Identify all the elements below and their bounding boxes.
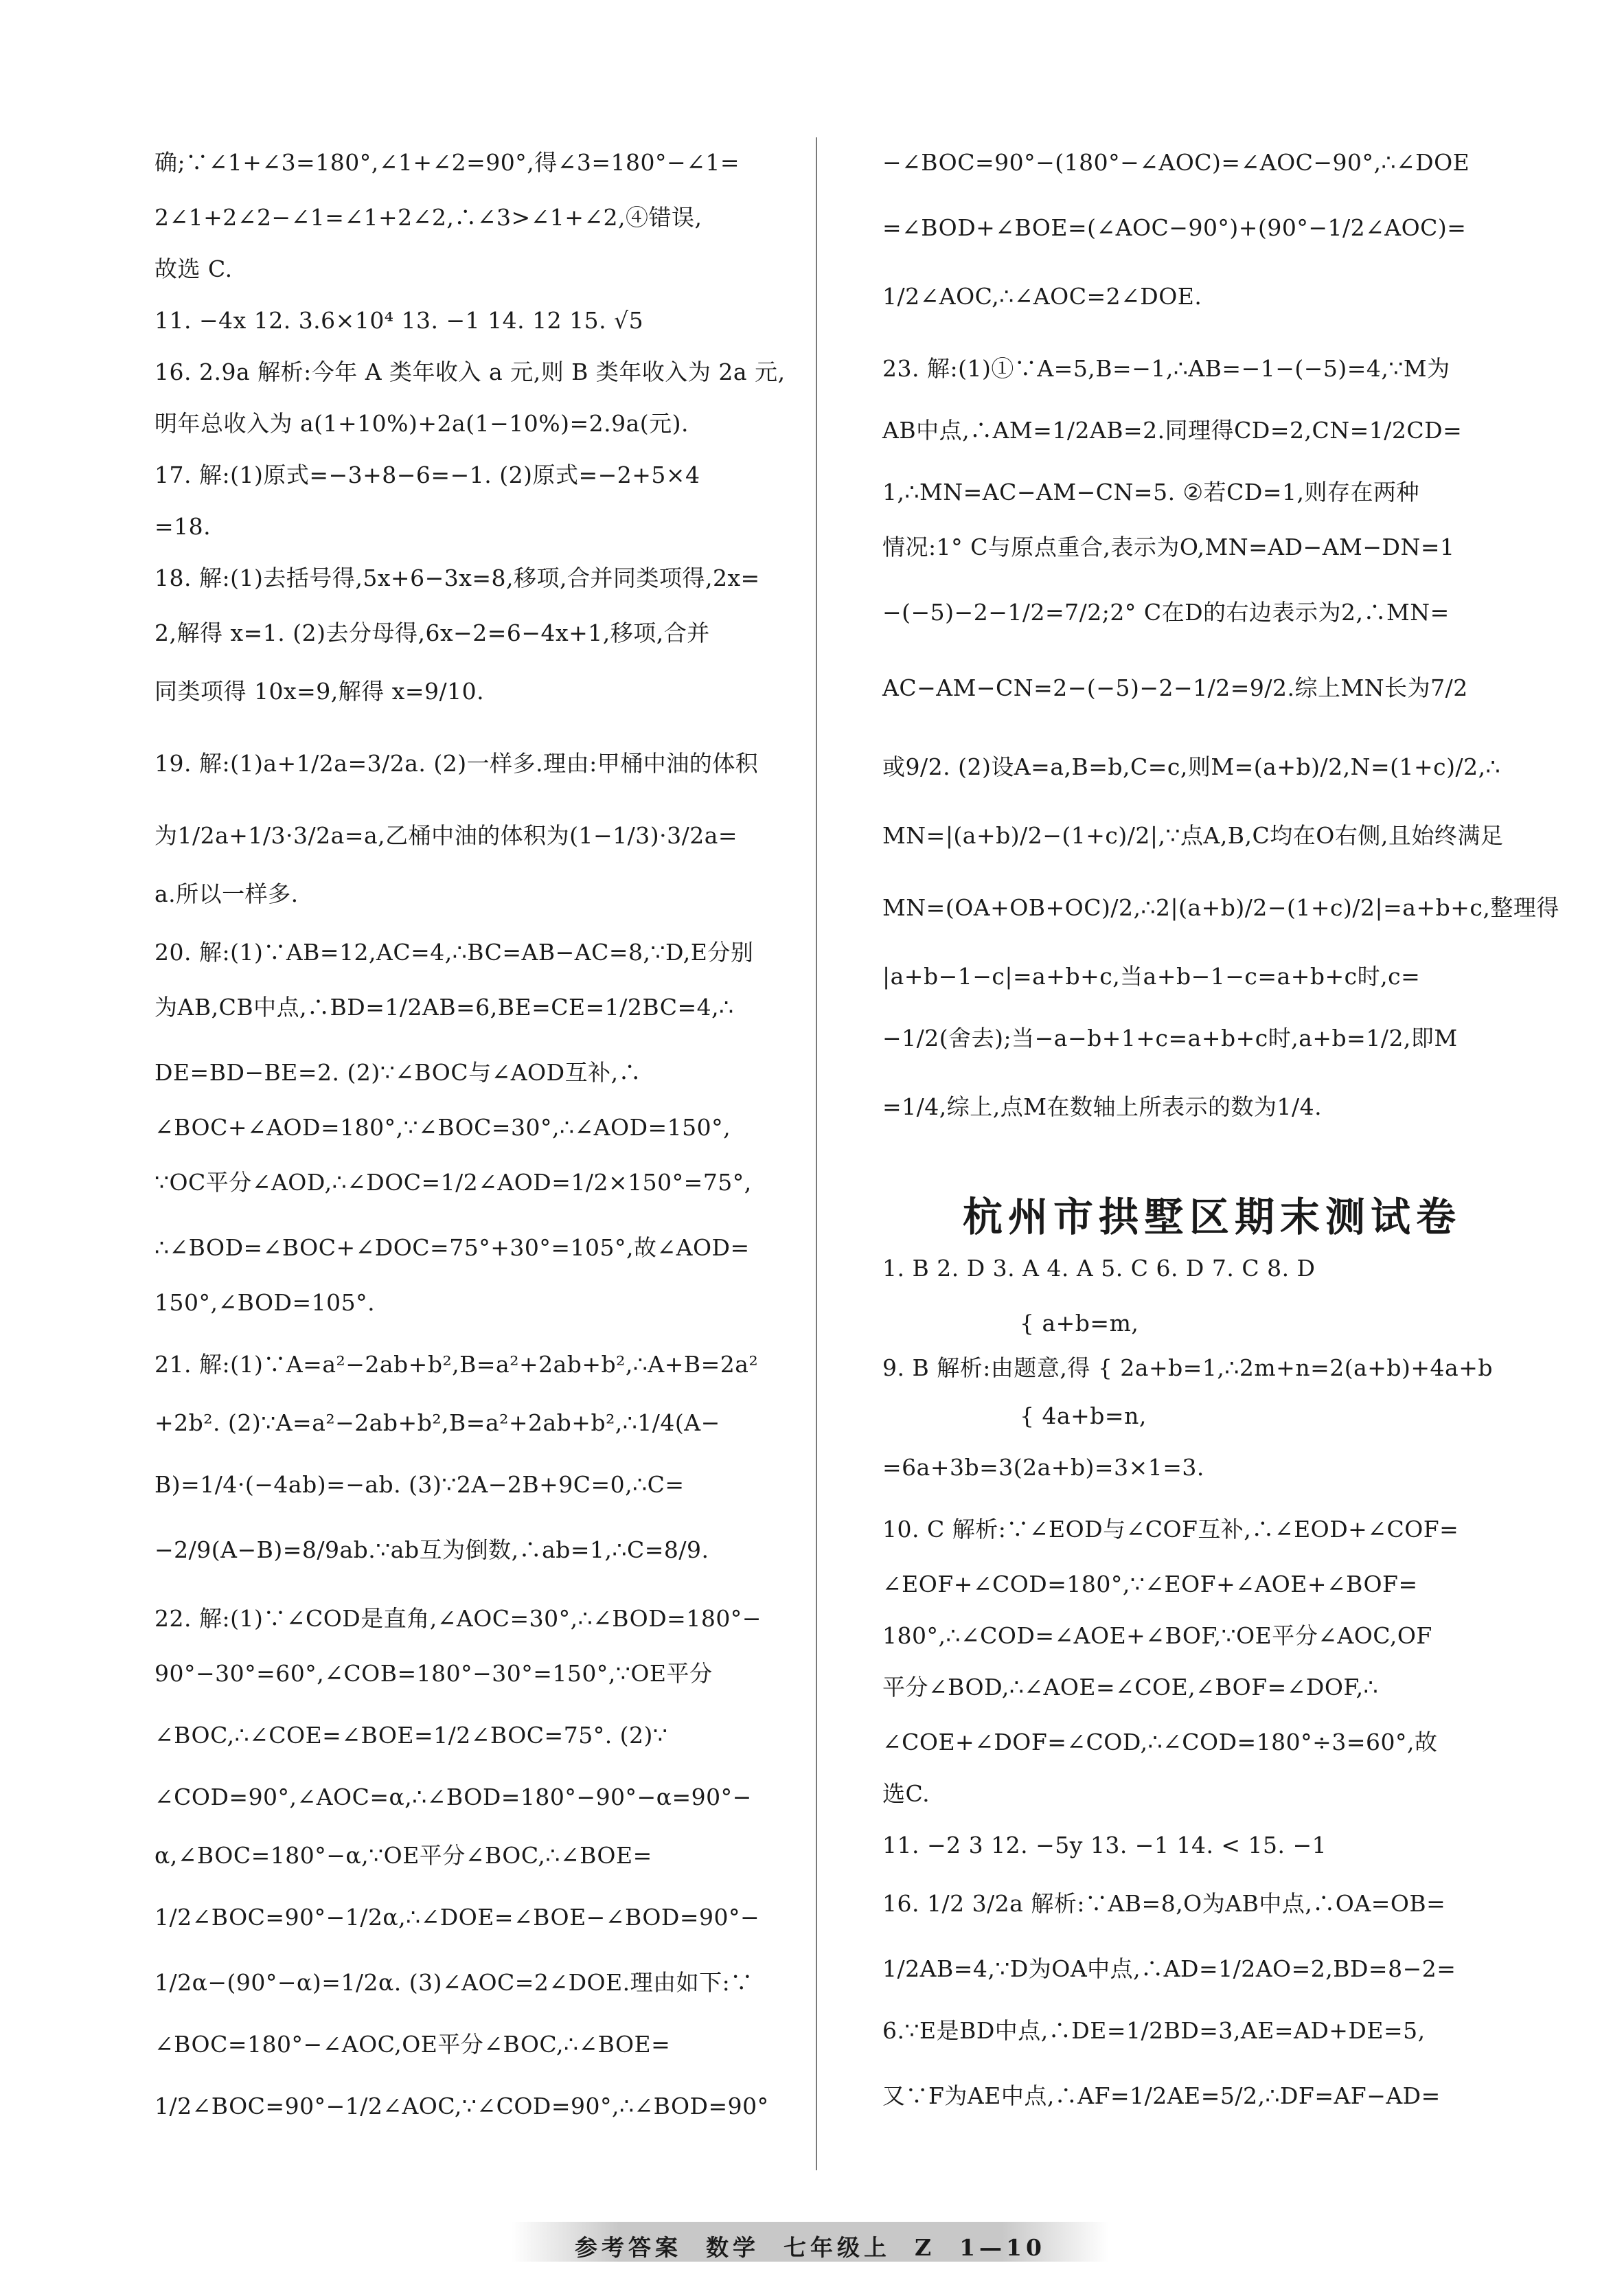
text-line: 为1/2a+1/3·3/2a=a,乙桶中油的体积为(1−1/3)·3/2a= <box>155 822 738 849</box>
footer-label: 参考答案 <box>575 2234 683 2261</box>
text-line: −(−5)−2−1/2=7/2;2° C在D的右边表示为2,∴MN= <box>882 599 1450 626</box>
text-line: −1/2(舍去);当−a−b+1+c=a+b+c时,a+b=1/2,即M <box>882 1025 1458 1051</box>
text-line: ∠BOC,∴∠COE=∠BOE=1/2∠BOC=75°. (2)∵ <box>155 1722 668 1749</box>
text-line: α,∠BOC=180°−α,∵OE平分∠BOC,∴∠BOE= <box>155 1842 652 1869</box>
text-line: 21. 解:(1)∵A=a²−2ab+b²,B=a²+2ab+b²,∴A+B=2a² <box>155 1351 759 1378</box>
answer-line: ∠EOF+∠COD=180°,∵∠EOF+∠AOE+∠BOF= <box>882 1571 1418 1598</box>
footer-text <box>512 2230 1109 2262</box>
text-line: 16. 2.9a 解析:今年 A 类年收入 a 元,则 B 类年收入为 2a 元, <box>155 359 786 385</box>
text-line: ∠BOC=180°−∠AOC,OE平分∠BOC,∴∠BOE= <box>155 2031 671 2058</box>
text-line: DE=BD−BE=2. (2)∵∠BOC与∠AOD互补,∴ <box>155 1059 642 1086</box>
text-line: ∠COD=90°,∠AOC=α,∴∠BOD=180°−90°−α=90°− <box>155 1784 752 1810</box>
column-divider <box>816 137 817 2170</box>
text-line: +2b². (2)∵A=a²−2ab+b²,B=a²+2ab+b²,∴1/4(A− <box>155 1409 720 1436</box>
text-line: 19. 解:(1)a+1/2a=3/2a. (2)一样多.理由:甲桶中油的体积 <box>155 750 759 777</box>
text-line: ∠BOC+∠AOD=180°,∵∠BOC=30°,∴∠AOD=150°, <box>155 1114 731 1141</box>
text-line: 或9/2. (2)设A=a,B=b,C=c,则M=(a+b)/2,N=(1+c)/2,∴ <box>882 753 1501 780</box>
text-line: =18. <box>155 513 211 540</box>
text-line: =∠BOD+∠BOE=(∠AOC−90°)+(90°−1/2∠AOC)= <box>882 214 1467 241</box>
answer-line: 又∵F为AE中点,∴AF=1/2AE=5/2,∴DF=AF−AD= <box>882 2082 1441 2109</box>
text-line: |a+b−1−c|=a+b+c,当a+b−1−c=a+b+c时,c= <box>882 963 1421 990</box>
answer-line: 180°,∴∠COD=∠AOE+∠BOF,∵OE平分∠AOC,OF <box>882 1622 1432 1649</box>
text-line: ∵OC平分∠AOD,∴∠DOC=1/2∠AOD=1/2×150°=75°, <box>155 1169 752 1196</box>
text-line: AC−AM−CN=2−(−5)−2−1/2=9/2.综上MN长为7/2 <box>882 674 1468 701</box>
answer-line: ∠COE+∠DOF=∠COD,∴∠COD=180°÷3=60°,故 <box>882 1729 1438 1755</box>
answer-line: 10. C 解析:∵∠EOD与∠COF互补,∴∠EOD+∠COF= <box>882 1516 1459 1543</box>
text-line: 故选 C. <box>155 255 233 282</box>
text-line: ∴∠BOD=∠BOC+∠DOC=75°+30°=105°,故∠AOD= <box>155 1234 750 1261</box>
text-line: a.所以一样多. <box>155 880 299 907</box>
text-line: 确;∵∠1+∠3=180°,∠1+∠2=90°,得∠3=180°−∠1= <box>155 149 740 176</box>
text-line: MN=(OA+OB+OC)/2,∴2|(a+b)/2−(1+c)/2|=a+b+c,整理得 <box>882 894 1559 921</box>
text-line: 1/2∠AOC,∴∠AOC=2∠DOE. <box>882 283 1202 310</box>
text-line: 为AB,CB中点,∴BD=1/2AB=6,BE=CE=1/2BC=4,∴ <box>155 994 734 1021</box>
answer-line: 选C. <box>882 1780 930 1807</box>
footer-grade: 七年级上 <box>784 2234 891 2261</box>
text-line: −2/9(A−B)=8/9ab.∵ab互为倒数,∴ab=1,∴C=8/9. <box>155 1536 709 1563</box>
footer-edition: Z <box>914 2234 936 2261</box>
answer-line: =6a+3b=3(2a+b)=3×1=3. <box>882 1454 1204 1481</box>
text-line: 17. 解:(1)原式=−3+8−6=−1. (2)原式=−2+5×4 <box>155 462 700 488</box>
text-line: AB中点,∴AM=1/2AB=2.同理得CD=2,CN=1/2CD= <box>882 417 1463 444</box>
text-line: 90°−30°=60°,∠COB=180°−30°=150°,∵OE平分 <box>155 1660 713 1687</box>
text-line: 22. 解:(1)∵∠COD是直角,∠AOC=30°,∴∠BOD=180°− <box>155 1605 762 1632</box>
footer-subject: 数学 <box>706 2234 760 2261</box>
page-number: 1—10 <box>959 2234 1046 2261</box>
text-line: 1/2∠BOC=90°−1/2α,∴∠DOE=∠BOE−∠BOD=90°− <box>155 1904 760 1931</box>
answer-line: 平分∠BOD,∴∠AOE=∠COE,∠BOF=∠DOF,∴ <box>882 1674 1379 1701</box>
answer-line: { a+b=m, <box>1020 1310 1139 1337</box>
text-line: 11. −4x 12. 3.6×10⁴ 13. −1 14. 12 15. √5 <box>155 307 644 334</box>
text-line: 2,解得 x=1. (2)去分母得,6x−2=6−4x+1,移项,合并 <box>155 619 710 646</box>
answer-line: 9. B 解析:由题意,得 { 2a+b=1,∴2m+n=2(a+b)+4a+b <box>882 1354 1494 1381</box>
text-line: 2∠1+2∠2−∠1=∠1+2∠2,∴∠3>∠1+∠2,④错误, <box>155 204 702 231</box>
answer-line: 11. −2 3 12. −5y 13. −1 14. < 15. −1 <box>882 1832 1327 1858</box>
footer-bar <box>512 2222 1109 2262</box>
section-title: 杭州市拱墅区期末测试卷 <box>962 1194 1461 1240</box>
answer-line: 1. B 2. D 3. A 4. A 5. C 6. D 7. C 8. D <box>882 1255 1316 1282</box>
text-line: 150°,∠BOD=105°. <box>155 1289 376 1316</box>
text-line: 18. 解:(1)去括号得,5x+6−3x=8,移项,合并同类项得,2x= <box>155 565 760 591</box>
text-line: 情况:1° C与原点重合,表示为O,MN=AD−AM−DN=1 <box>882 534 1455 560</box>
answer-line: 1/2AB=4,∵D为OA中点,∴AD=1/2AO=2,BD=8−2= <box>882 1955 1456 1982</box>
text-line: 23. 解:(1)①∵A=5,B=−1,∴AB=−1−(−5)=4,∵M为 <box>882 355 1450 382</box>
text-line: B)=1/4·(−4ab)=−ab. (3)∵2A−2B+9C=0,∴C= <box>155 1471 685 1498</box>
answer-line: 6.∵E是BD中点,∴DE=1/2BD=3,AE=AD+DE=5, <box>882 2017 1426 2044</box>
text-line: 1/2∠BOC=90°−1/2∠AOC,∵∠COD=90°,∴∠BOD=90° <box>155 2093 769 2119</box>
text-line: −∠BOC=90°−(180°−∠AOC)=∠AOC−90°,∴∠DOE <box>882 149 1470 176</box>
answer-line: 16. 1/2 3/2a 解析:∵AB=8,O为AB中点,∴OA=OB= <box>882 1890 1446 1917</box>
text-line: 1/2α−(90°−α)=1/2α. (3)∠AOC=2∠DOE.理由如下:∵ <box>155 1969 753 1996</box>
text-line: 明年总收入为 a(1+10%)+2a(1−10%)=2.9a(元). <box>155 410 689 437</box>
answer-line: { 4a+b=n, <box>1020 1402 1147 1429</box>
text-line: 20. 解:(1)∵AB=12,AC=4,∴BC=AB−AC=8,∵D,E分别 <box>155 939 754 966</box>
text-line: 1,∴MN=AC−AM−CN=5. ②若CD=1,则存在两种 <box>882 479 1419 505</box>
text-line: MN=|(a+b)/2−(1+c)/2|,∵点A,B,C均在O右侧,且始终满足 <box>882 822 1504 849</box>
text-line: 同类项得 10x=9,解得 x=9/10. <box>155 678 485 705</box>
text-line: =1/4,综上,点M在数轴上所表示的数为1/4. <box>882 1093 1323 1120</box>
